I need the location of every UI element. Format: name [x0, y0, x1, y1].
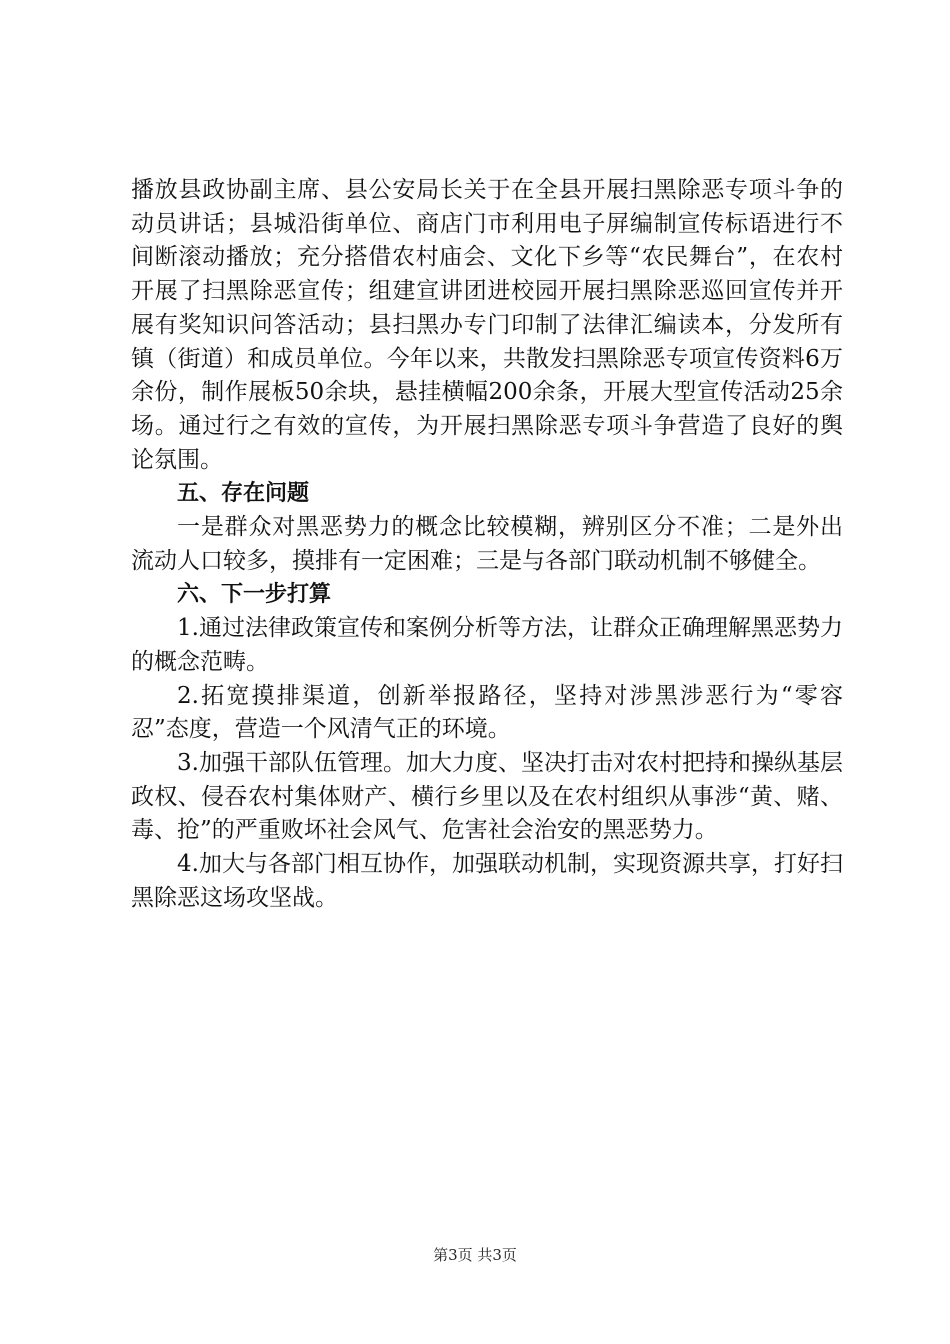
document-body: [131, 174, 843, 915]
paragraph-next-step-1: 1.通过法律政策宣传和案例分析等方法，让群众正确理解黑恶势力的概念范畴。: [131, 615, 843, 675]
section-heading-next-steps: 六、下一步打算: [177, 582, 332, 608]
paragraph-next-step-3: 3.加强干部队伍管理。加大力度、坚决打击对农村把持和操纵基层政权、侵吞农村集体财产、横行乡里以及在农村组织从事涉“黄、赌、毒、抢”的严重败坏社会风气、危害社会治安的黑恶势力。: [131, 749, 843, 844]
page-number-footer: 第3页 共3页: [433, 1246, 517, 1264]
paragraph-next-step-4: 4.加大与各部门相互协作，加强联动机制，实现资源共享，打好扫黑除恶这场攻坚战。: [131, 851, 843, 911]
paragraph-propaganda-summary: 播放县政协副主席、县公安局长关于在全县开展扫黑除恶专项斗争的动员讲话；县城沿街单位、商店门市利用电子屏编制宣传标语进行不间断滚动播放；充分搭借农村庙会、文化下乡等“农民舞台”，在农村开展了扫黑除恶宣传；组建宣讲团进校园开展扫黑除恶巡回宣传并开展有奖知识问答活动；县扫黑办专门印制了法律汇编读本，分发所有镇（街道）和成员单位。今年以来，共散发扫黑除恶专项宣传资料6万余份，制作展板50余块，悬挂横幅200余条，开展大型宣传活动25余场。通过行之有效的宣传，为开展扫黑除恶专项斗争营造了良好的舆论氛围。: [131, 177, 843, 473]
paragraph-problems: 一是群众对黑恶势力的概念比较模糊，辨别区分不准；二是外出流动人口较多，摸排有一定困难；三是与各部门联动机制不够健全。: [131, 514, 843, 574]
section-heading-problems: 五、存在问题: [177, 481, 310, 507]
paragraph-next-step-2: 2.拓宽摸排渠道，创新举报路径，坚持对涉黑涉恶行为“零容忍”态度，营造一个风清气正的环境。: [131, 682, 843, 743]
